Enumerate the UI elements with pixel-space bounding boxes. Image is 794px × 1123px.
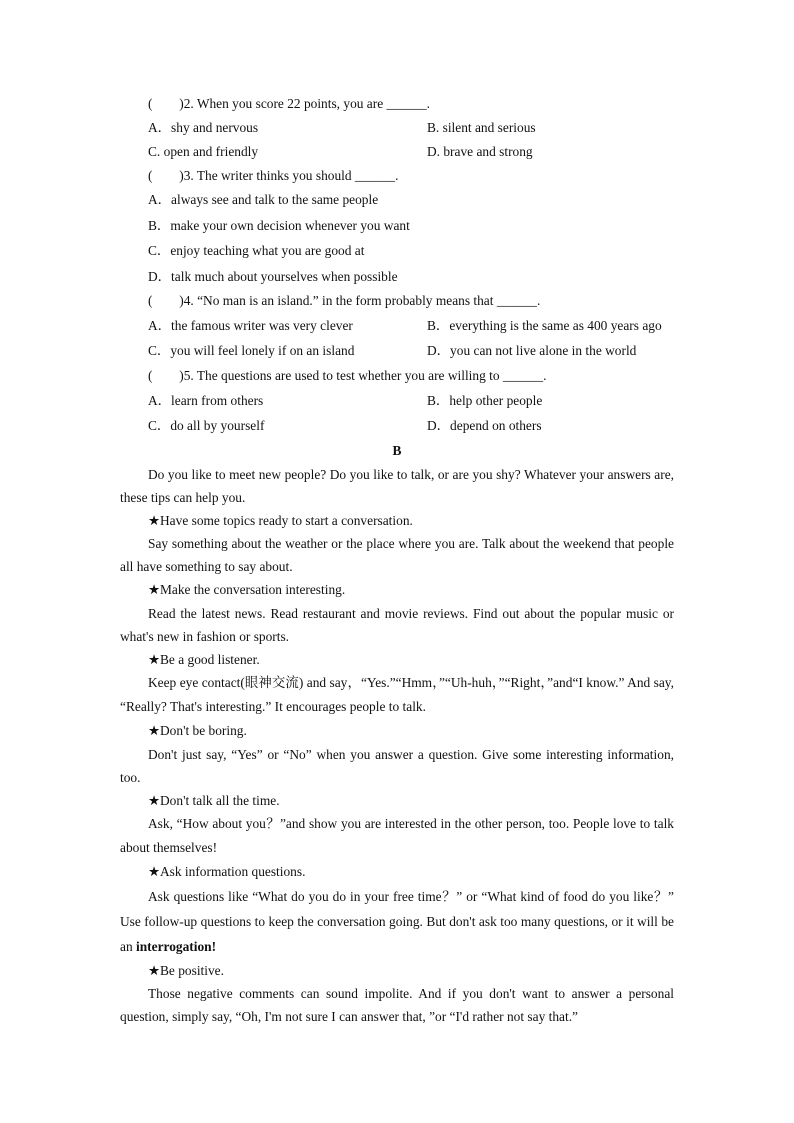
question-2-options-row-1 — [120, 116, 674, 140]
question-2-option-a[interactable]: A．shy and nervous — [148, 119, 259, 135]
section-b-intro: Do you like to meet new people? Do you like to talk, or are you shy? Whatever your answers are, these tips can help you. — [120, 466, 674, 505]
tip-2-body: Read the latest news. Read restaurant and movie reviews. Find out about the popular music or what's new in fashion or sports. — [120, 605, 674, 644]
question-4-stem: ( )4. “No man is an island.” in the form probably means that ______. — [148, 293, 541, 309]
question-2-option-d[interactable]: D. brave and strong — [427, 143, 533, 159]
question-5-options-row-2 — [120, 413, 674, 439]
tip-6-body — [120, 884, 674, 959]
question-3-option-b[interactable]: B．make your own decision whenever you want — [148, 217, 410, 233]
question-4-options-row-1 — [120, 313, 674, 339]
question-5-option-b[interactable]: B．help other people — [427, 392, 543, 408]
question-3-option-a[interactable]: A．always see and talk to the same people — [148, 192, 379, 208]
tip-3-title: ★Be a good listener. — [148, 651, 260, 667]
question-3-stem: ( )3. The writer thinks you should ______. — [148, 167, 399, 183]
worksheet-page — [120, 92, 674, 1028]
tip-2-title: ★Make the conversation interesting. — [148, 582, 346, 598]
question-5-stem: ( )5. The questions are used to test whether you are willing to ______. — [148, 367, 547, 383]
question-5-options-row-1 — [120, 388, 674, 414]
question-3-option-d[interactable]: D．talk much about yourselves when possible — [148, 268, 398, 284]
tip-1-title: ★Have some topics ready to start a conversation. — [148, 512, 413, 528]
question-2-options-row-2 — [120, 140, 674, 164]
tip-6-body-text: Ask questions like “What do you do in your free time？” or “What kind of food do you like？” Use follow-up questions to keep the conversation going. But don't ask too many questions, or it will be an — [120, 888, 674, 954]
question-5-option-c[interactable]: C．do all by yourself — [148, 418, 265, 434]
question-2-option-c[interactable]: C. open and friendly — [148, 143, 259, 159]
tip-6-title: ★Ask information questions. — [148, 864, 306, 880]
tip-5-title: ★Don't talk all the time. — [148, 792, 280, 808]
question-4-option-b[interactable]: B．everything is the same as 400 years ago — [427, 317, 662, 333]
question-2-option-b[interactable]: B. silent and serious — [427, 119, 536, 135]
question-5-option-a[interactable]: A．learn from others — [148, 392, 264, 408]
tip-4-body: Don't just say, “Yes” or “No” when you answer a question. Give some interesting information, too. — [120, 746, 674, 785]
tip-7-body: Those negative comments can sound impolite. And if you don't want to answer a personal question, simply say, “Oh, I'm not sure I can answer that, ”or “I'd rather not say that.” — [120, 986, 674, 1025]
question-4-option-a[interactable]: A．the famous writer was very clever — [148, 317, 353, 333]
question-4-options-row-2 — [120, 338, 674, 364]
tip-7-title: ★Be positive. — [148, 962, 224, 978]
tip-3-body: Keep eye contact(眼神交流) and say，“Yes.”“Hmm，”“Uh-huh，”“Right，”and“I know.” And say, “Really? That's interesting.” It encourages people to talk. — [120, 675, 674, 715]
question-5-option-d[interactable]: D．depend on others — [427, 418, 542, 434]
tip-1-body: Say something about the weather or the place where you are. Talk about the weekend that people all have something to say about. — [120, 536, 674, 575]
question-4-option-c[interactable]: C．you will feel lonely if on an island — [148, 343, 355, 359]
tip-6-body-emphasis: interrogation! — [136, 938, 217, 954]
question-4-option-d[interactable]: D．you can not live alone in the world — [427, 343, 637, 359]
section-b-heading: B — [392, 442, 402, 458]
tip-4-title: ★Don't be boring. — [148, 723, 247, 739]
question-2-stem: ( )2. When you score 22 points, you are ______. — [148, 96, 431, 111]
question-3-option-c[interactable]: C．enjoy teaching what you are good at — [148, 243, 365, 259]
tip-5-body: Ask, “How about you？”and show you are interested in the other person, too. People love to talk about themselves! — [120, 816, 674, 856]
